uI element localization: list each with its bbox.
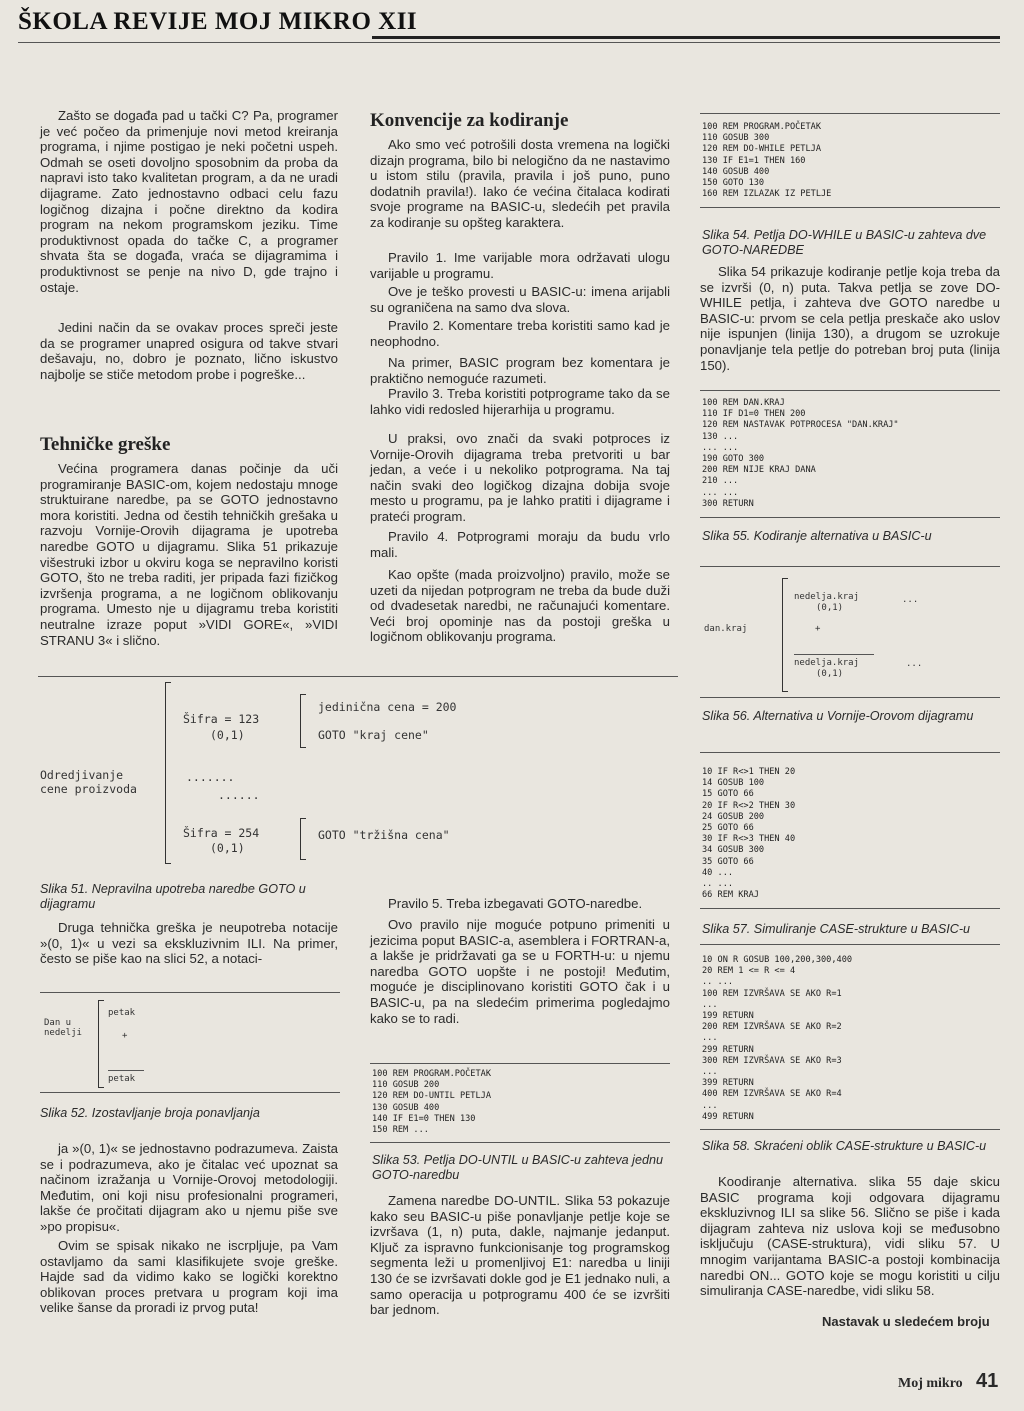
fig52-bottom: petak	[108, 1074, 136, 1084]
header-rule-top	[18, 42, 1000, 43]
col2-paragraph-3: Na primer, BASIC program bez komentara je praktično nemoguće razumeti.	[370, 355, 670, 386]
figure-57-code: 10 IF R<>1 THEN 20 14 GOSUB 100 15 GOTO 66 20 IF R<>2 THEN 30 24 GOSUB 200 25 GOTO 66 30 IF R<>3 THEN 40 34 GOSUB 300 35 GOTO 66 40 ... .. ... 66 REM KRAJ	[702, 767, 796, 901]
col2-paragraph-1: Ako smo već potrošili dosta vremena na logički dizajn programa, bilo bi nelogično da ne nastavimo u istom stilu (pravila, pravila i još puno, puno dodatnih pravila!). Iako će većina čitalaca kodirati svoje programe na BASIC-u, sledećih pet pravila za kodiranje su opšteg karaktera.	[370, 137, 670, 230]
col3-paragraph-2: Koodiranje alternativa. slika 55 daje skicu BASIC programa koji odgovara dijagramu ekskluzivnog ILI sa slike 56. Slično se piše i kada dijagram zahteva niz uslova koji se međusobno isključuju (CASE-struktura), vidi sliku 57. U mnogim varijantama BASIC-a postoji kombinacija naredbi ON... GOTO koje se mogu koristiti u cilju simuliranja CASE-naredbe, vidi sliku 58.	[700, 1174, 1000, 1299]
fig55-rule-top	[700, 390, 1000, 391]
fig56-left-label: dan.kraj	[704, 624, 748, 634]
col1-paragraph-2: Jedini način da se ovakav proces spreči jeste da se programer unapred osigura od takve stvari dešavaju, no, dobro je poznato, lično iskustvo najbolje se stiče metodom probe i pogreške...	[40, 320, 338, 382]
footer-page-number: 41	[976, 1370, 999, 1392]
caption-58: Slika 58. Skraćeni oblik CASE-strukture u BASIC-u	[702, 1139, 987, 1153]
fig56-dots-1: ...	[902, 595, 919, 605]
caption-51: Slika 51. Nepravilna upotreba naredbe GOTO u dijagramu	[40, 882, 306, 911]
lower-mid-paragraph-2: Zamena naredbe DO-UNTIL. Slika 53 pokazuje kako seu BASIC-u piše ponavljanje petlje koje se izvršava (1, n) puta, dakle, najmanje jedanput. Ključ za ispravno funkcionisanje tog programskog segmenta leži u promenljivoj E1: naredba u liniji 130 će se izvršavati dokle god je E1 jednako nuli, a samo operacija u potprogramu 400 će se izvršiti bar jednom.	[370, 1193, 670, 1318]
fig51-dots-1: .......	[186, 770, 235, 784]
fig58-rule-bottom	[700, 1129, 1000, 1130]
fig57-rule-bottom	[700, 908, 1000, 909]
fig51-bracket-main	[165, 682, 171, 864]
col2-rule-1: Pravilo 1. Ime varijable mora održavati ulogu varijable u programu.	[370, 250, 670, 281]
figure-53-code: 100 REM PROGRAM.POČETAK 110 GOSUB 200 120 REM DO-UNTIL PETLJA 130 GOSUB 400 140 IF E1=0 THEN 130 150 REM ...	[372, 1069, 491, 1136]
fig52-rule-top	[40, 992, 340, 993]
lower-left-paragraph-3: Ovim se spisak nikako ne iscrpljuje, pa Vam ostavljamo da sami klasifikujete svoje greške. Hajde sad da vidimo kako se logički korektno oblikovan proces pretvara u program koji ima velike šanse da proradi iz prvog puta!	[40, 1238, 338, 1316]
heading-tehnicke-greske: Tehničke greške	[40, 434, 171, 455]
caption-55: Slika 55. Kodiranje alternativa u BASIC-u	[702, 529, 932, 543]
lower-mid-paragraph-1: Ovo pravilo nije moguće potpuno primeniti u jezicima poput BASIC-a, asemblera i FORTRAN-a, a lakše je pridržavati ga se u FORTH-u: u njemu naredba GOTO uopšte i ne postoji! Međutim, moguće je disciplinovano koristiti GOTO čak i u BASIC-u, pa na sledećim primerima pogledajmo kako se to radi.	[370, 917, 670, 1026]
col2-rule-4: Pravilo 4. Potprogrami moraju da budu vrlo mali.	[370, 529, 670, 560]
fig56-top-label: nedelja.kraj	[794, 592, 860, 602]
caption-52: Slika 52. Izostavljanje broja ponavljanja	[40, 1106, 260, 1120]
fig54-rule-top	[700, 113, 1000, 114]
fig52-left-label: Dan u nedelji	[44, 1018, 82, 1038]
fig56-bottom-label: nedelja.kraj	[794, 658, 860, 668]
fig51-sifra-2: Šifra = 254	[183, 826, 260, 840]
fig52-bracket	[98, 1000, 104, 1088]
caption-53: Slika 53. Petlja DO-UNTIL u BASIC-u zahteva jednu GOTO-naredbu	[372, 1153, 663, 1182]
lower-left-paragraph-2: ja »(0, 1)« se jednostavno podrazumeva. Zaista se i podrazumeva, ako je čitalac već upoznat sa načinom izražanja u Vornije-Orovoj metodologiji. Međutim, oni koji nisu profesionalni programeri, lakše će pročitati dijagram ako u njemu piše sve »po propisu«.	[40, 1141, 338, 1234]
fig51-bracket-1	[300, 694, 306, 748]
figure-58-code: 10 ON R GOSUB 100,200,300,400 20 REM 1 <= R <= 4 .. ... 100 REM IZVRŠAVA SE AKO R=1 ... 199 RETURN 200 REM IZVRŠAVA SE AKO R=2 ... 299 RETURN 300 REM IZVRŠAVA SE AKO R=3 ... 399 RETURN 400 REM IZVRŠAVA SE AKO R=4 ... 499 RETURN	[702, 955, 853, 1122]
fig56-plus: +	[815, 624, 821, 634]
caption-54: Slika 54. Petlja DO-WHILE u BASIC-u zahteva dve GOTO-NAREDBE	[702, 228, 987, 257]
fig51-sifra-1-sub: (0,1)	[210, 728, 245, 742]
fig52-mid-rule	[108, 1070, 144, 1071]
fig56-mid-rule	[794, 654, 874, 655]
col2-paragraph-4: U praksi, ovo znači da svaki potproces iz Vornije-Orovih dijagrama treba pretvoriti u bar jedan, a veće i u nekoliko potprograma. Na taj način svaki deo logičkog dizajna dobija svoje mesto u programu, pa je lahko pratiti i dijagrame i prateći program.	[370, 431, 670, 524]
fig56-bracket	[782, 578, 788, 692]
col1-paragraph-3: Većina programera danas počinje da uči programiranje BASIC-om, kojem nedostaju mnoge struktuirane naredbe, pa se GOTO jednostavno mora koristiti. Jedna od čestih tehničkih grešaka u razvoju Vornije-Orovih dijagrama je upotreba naredbe GOTO u dijagramu. Slika 51 prikazuje višestruki izbor u okviru koga se nepravilno koristi GOTO, što ne treba raditi, jer pripada fazi fizičkog izvršenja programa, a ne logičnom oblikovanju programa. Umesto nje u dijagramu treba koristiti neutralne izraze poput »VIDI GORE«, »VIDI STRANU 3« i slično.	[40, 461, 338, 648]
fig51-sifra-2-sub: (0,1)	[210, 841, 245, 855]
page-header-title: ŠKOLA REVIJE MOJ MIKRO XII	[18, 8, 418, 35]
fig51-left-label: Odredjivanje cene proizvoda	[40, 768, 137, 796]
col2-paragraph-2: Ove je teško provesti u BASIC-u: imena arijabli su ograničena na samo dva slova.	[370, 284, 670, 315]
lower-mid-rule-5: Pravilo 5. Treba izbegavati GOTO-naredbe.	[388, 896, 643, 911]
fig56-top-sub: (0,1)	[816, 603, 844, 613]
fig56-rule-bottom	[700, 697, 1000, 698]
fig51-goto-1: GOTO "kraj cene"	[318, 728, 429, 742]
fig51-sifra-1: Šifra = 123	[183, 712, 260, 726]
continued-next-issue: Nastavak u sledećem broju	[822, 1314, 990, 1329]
figure-54-code: 100 REM PROGRAM.POČETAK 110 GOSUB 300 120 REM DO-WHILE PETLJA 130 IF E1=1 THEN 160 140 GOSUB 400 150 GOTO 130 160 REM IZLAZAK IZ PETLJE	[702, 122, 832, 200]
col1-paragraph-1: Zašto se događa pad u tački C? Pa, programer je već počeo da primenjuje novi metod kreiranja programa, i njime postigao je neki početni uspeh. Odmah se oseti dovoljno sposobnim da proba da napravi isto tako kvalitetan program, a da ne uradi dijagrame. Zato jednostavno odbaci celu fazu logičnog dizajna i počne direktno da kodira program na nekom programskom jeziku. Time produktivnost opada do tačke C, a programer shvata šta se događa, vraća se dijagramima i produktivnost se penje na nivo D, gde trajno i ostaje.	[40, 108, 338, 295]
figure-55-code: 100 REM DAN.KRAJ 110 IF D1=0 THEN 200 120 REM NASTAVAK POTPROCESA "DAN.KRAJ" 130 ... ... ... 190 GOTO 300 200 REM NIJE KRAJ DANA 210 ... ... ... 300 RETURN	[702, 398, 899, 509]
footer-magazine-name: Moj mikro	[898, 1376, 963, 1391]
fig56-bottom-sub: (0,1)	[816, 669, 844, 679]
col2-rule-2: Pravilo 2. Komentare treba koristiti samo kad je neophodno.	[370, 318, 670, 349]
caption-56: Slika 56. Alternativa u Vornije-Orovom dijagramu	[702, 709, 974, 723]
col3-paragraph-1: Slika 54 prikazuje kodiranje petlje koja treba da se izvrši (0, n) puta. Takva petlja se zove DO-WHILE petlja, i zahteva dve GOTO naredbe u BASIC-u: prvom se cela petlja preskače ako uslov nije ispunjen (linija 130), a drugom se uzrokuje ponavljanje tela petlje do potreban broj puta (linija 150).	[700, 264, 1000, 373]
fig53-rule-top	[370, 1063, 670, 1064]
fig58-rule-top	[700, 944, 1000, 945]
col2-paragraph-5: Kao opšte (mada proizvoljno) pravilo, može se uzeti da nijedan potprogram ne treba da bude duži od dvadesetak naredbi, ne računajući komentare. Veći broj opominje nas da postoji greška u logičnom oblikovanju programa.	[370, 567, 670, 645]
fig54-rule-bottom	[700, 207, 1000, 208]
col2-rule-3: Pravilo 3. Treba koristiti potprograme tako da se lahko vidi redosled hijerarhija u programu.	[370, 386, 670, 417]
fig53-rule-bottom	[370, 1142, 670, 1143]
fig51-dots-2: ......	[218, 788, 260, 802]
fig52-rule-bottom	[40, 1092, 340, 1093]
fig51-rule-top	[38, 676, 678, 677]
heading-konvencije: Konvencije za kodiranje	[370, 110, 569, 131]
fig56-rule-top	[700, 566, 1000, 567]
lower-left-paragraph-1: Druga tehnička greška je neupotreba notacije »(0, 1)« u vezi sa ekskluzivnim ILI. Na primer, često se piše kao na slici 52, a notaci-	[40, 920, 338, 967]
fig57-rule-top	[700, 752, 1000, 753]
fig51-jedinicna: jedinična cena = 200	[318, 700, 457, 714]
fig55-rule-bottom	[700, 517, 1000, 518]
fig52-plus: +	[122, 1031, 128, 1041]
header-rule	[372, 36, 1000, 39]
caption-57: Slika 57. Simuliranje CASE-strukture u BASIC-u	[702, 922, 971, 936]
fig56-dots-2: ...	[906, 659, 923, 669]
fig51-bracket-2	[300, 818, 306, 860]
fig51-goto-2: GOTO "tržišna cena"	[318, 828, 450, 842]
fig52-top: petak	[108, 1008, 136, 1018]
